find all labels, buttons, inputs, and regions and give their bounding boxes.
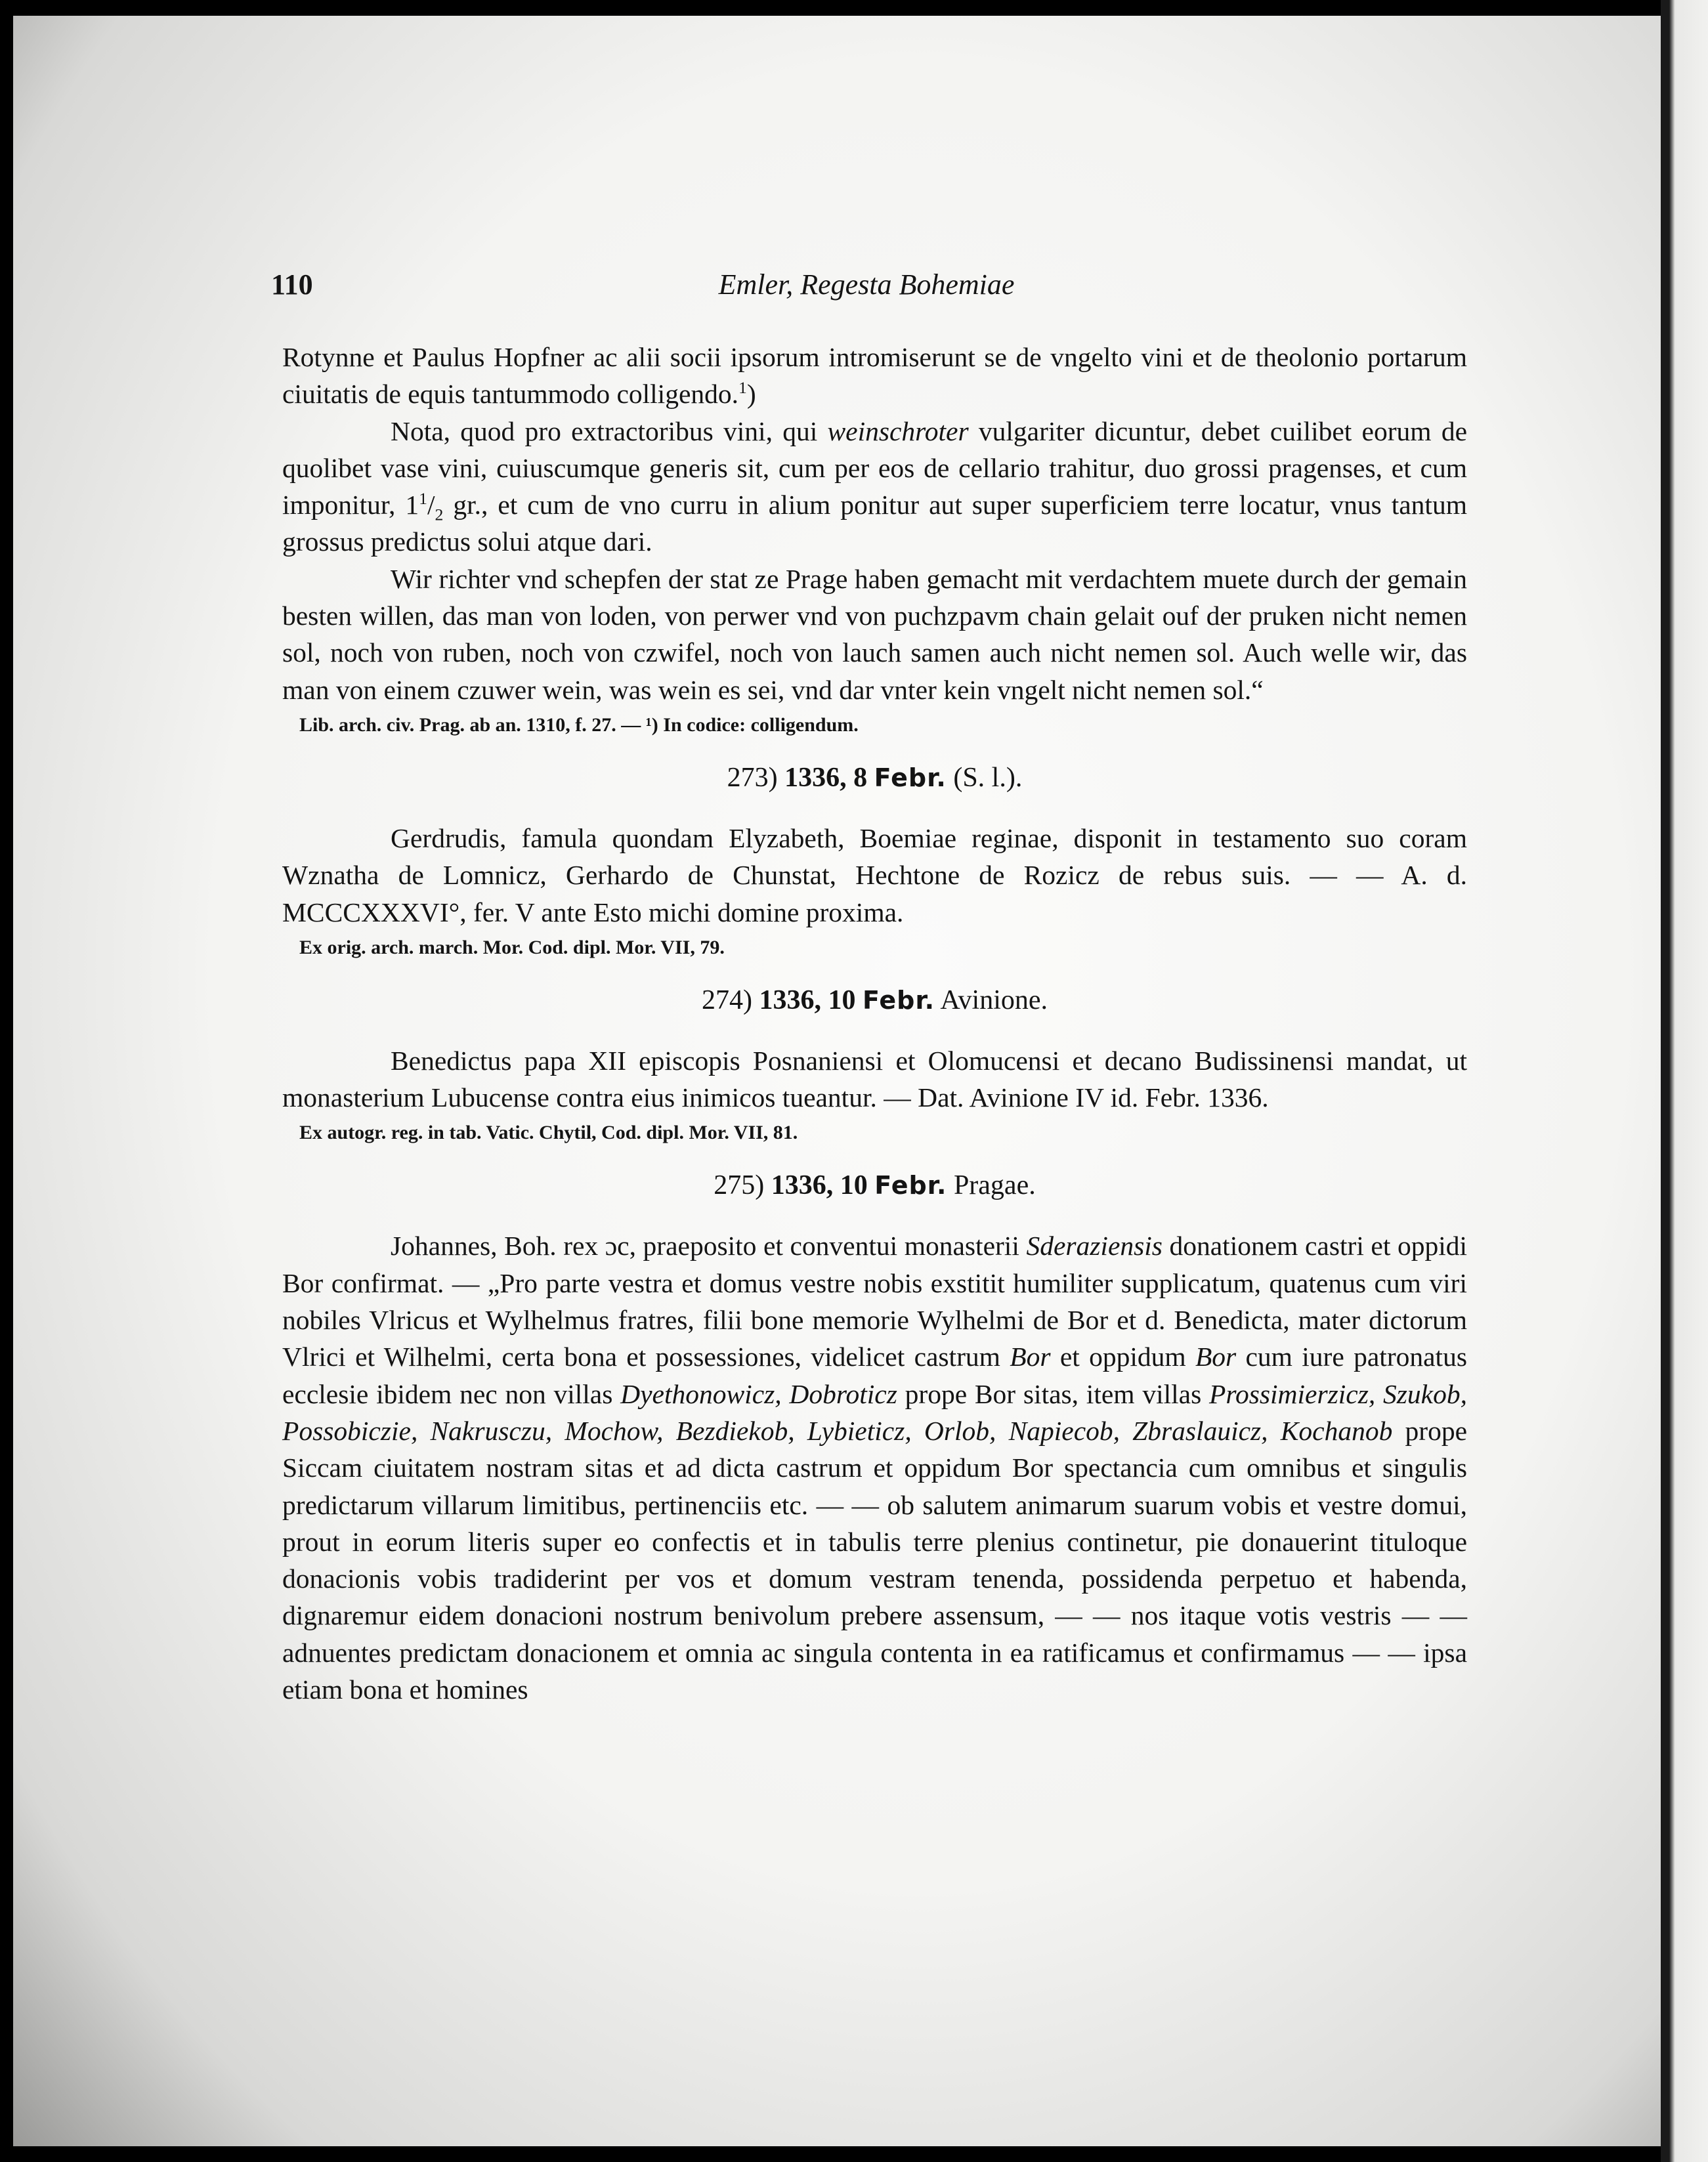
nota-text-3: gr., et cum de vno curru in alium ponitur aut super superficiem terre locatur, vnus tantum grossus predictus solui atque dari. [282, 490, 1467, 557]
place-name: Dyethonowicz, Dobroticz [620, 1378, 897, 1409]
text-segment: prope Bor sitas, item villas [897, 1378, 1210, 1409]
entry-place: (S. l.). [953, 762, 1023, 793]
entry-text [282, 1227, 1467, 1708]
page-header [266, 268, 1467, 307]
nota-paragraph [282, 413, 1467, 561]
source-note: Ex orig. arch. march. Mor. Cod. dipl. Mor. VII, 79. [299, 936, 725, 958]
entry-number: 274) [701, 985, 752, 1015]
fraction-numerator: 1 [419, 489, 427, 509]
entry-heading [282, 982, 1467, 1019]
running-title: Emler, Regesta Bohemiae [718, 268, 1015, 301]
entry-place: Avinione. [940, 985, 1048, 1015]
text-segment: cum iure patronatus ecclesie ibidem nec non villas [282, 1342, 1467, 1409]
entry-date: 1336, 8 [784, 762, 868, 793]
page-number: 110 [271, 268, 313, 301]
entry-month: Febr. [874, 763, 947, 792]
nota-text: Nota, quod pro extractoribus vini, qui [391, 415, 828, 446]
text-segment: donationem castri et oppidi Bor confirmat. — „Pro parte vestra et domus vestre nobis exstitit humiliter supplicatum, quatenus cum viri nobiles Vlricus et Wylhelmus fratres, filii bone memorie Wylhelmi de Bor et d. Benedicta, mater dictorum Vlrici et Wilhelmi, certa bona et possessiones, videlicet castrum [282, 1231, 1468, 1372]
text-segment: Johannes, Boh. rex ɔc, praeposito et conventui monasterii [391, 1231, 1027, 1261]
fraction-denominator: 2 [435, 505, 444, 524]
nota-text-2: vulgariter dicuntur, debet cuilibet eorum de quolibet vase vini, cuiuscumque generis sit, cum per eos de cellario trahitur, duo grossi pragenses, et cum imponitur, 1 [282, 415, 1467, 520]
entry-place: Pragae. [953, 1170, 1036, 1201]
place-name: Bor [1010, 1342, 1051, 1372]
fraction-slash: / [427, 490, 435, 520]
carryover-paragraph [282, 339, 1467, 413]
text-segment: et oppidum [1050, 1342, 1195, 1372]
text-segment: prope Siccam ciuitatem nostram sitas et ad dicta castrum et oppidum Bor spectancia cum omnibus et singulis predictarum villarum limitibus, pertinenciis etc. — — ob salutem animarum suarum vobis et vestre domui, prout in eorum literis super eo confectis et in tabulis terre plenius continetur, pie donauerint tituloque donacionis vobis tradiderint per vos et domum vestram tenenda, possidenda perpetuo et habenda, dignaremur eidem donacioni nostrum benivolum prebere assensum, — — nos itaque votis vestris — — adnuentes predictam donacionem et omnia ac singula contenta in ea ratificamus et confirmamus — — ipsa etiam bona et homines [282, 1415, 1467, 1705]
entry-month: Febr. [862, 985, 935, 1015]
source-note: Lib. arch. civ. Prag. ab an. 1310, f. 27. — ¹) In codice: colligendum. [299, 713, 859, 736]
entry-month: Febr. [874, 1171, 947, 1200]
term-weinschroter: weinschroter [827, 415, 969, 446]
entry-heading [282, 759, 1467, 796]
footnote-paren: ) [746, 379, 756, 410]
carryover-text: Rotynne et Paulus Hopfner ac alii socii ipsorum intromiserunt se de vngelto vini et de theolonio portarum ciuitatis de equis tantummodo colligendo. [282, 342, 1467, 410]
place-name: Sderaziensis [1026, 1231, 1163, 1261]
source-note: Ex autogr. reg. in tab. Vatic. Chytil, Cod. dipl. Mor. VII, 81. [299, 1122, 798, 1144]
page-content [282, 339, 1467, 1708]
entry-heading [282, 1167, 1467, 1204]
entry-number: 273) [727, 762, 778, 793]
entry-text: Benedictus papa XII episcopis Posnaniensi et Olomucensi et decano Budissinensi mandat, ut monasterium Lubucense contra eius inimicos tueantur. — Dat. Avinione IV id. Febr. 1336. [282, 1045, 1467, 1113]
entry-number: 275) [714, 1170, 765, 1201]
entry-text: Gerdrudis, famula quondam Elyzabeth, Boemiae reginae, disponit in testamento suo coram Wznatha de Lomnicz, Gerhardo de Chunstat, Hechtone de Rozicz de rebus suis. — — A. d. MCCCXXXVI°, fer. V ante Esto michi domine proxima. [282, 822, 1467, 927]
german-paragraph: Wir richter vnd schepfen der stat ze Prage haben gemacht mit verdachtem muete durch der gemain besten willen, das man von loden, von perwer vnd von puchzpavm chain gelait ouf der pruken nicht nemen sol, noch von ruben, noch von czwifel, noch von lauch samen auch nicht nemen sol. Auch welle wir, das man von einem czuwer wein, was wein es sei, vnd dar vnter kein vngelt nicht nemen sol.“ [282, 563, 1467, 705]
footnote-ref: 1 [738, 378, 747, 398]
entry-date: 1336, 10 [759, 985, 856, 1015]
place-name: Prossimierzicz, Szukob, Possobiczie, Nakrusczu, Mochow, Bezdiekob, Lybieticz, Orlob, Napiecob, Zbraslauicz, Kochanob [282, 1378, 1467, 1446]
page-edge [1661, 0, 1708, 2162]
entry-date: 1336, 10 [771, 1170, 868, 1201]
place-name: Bor [1195, 1342, 1237, 1372]
